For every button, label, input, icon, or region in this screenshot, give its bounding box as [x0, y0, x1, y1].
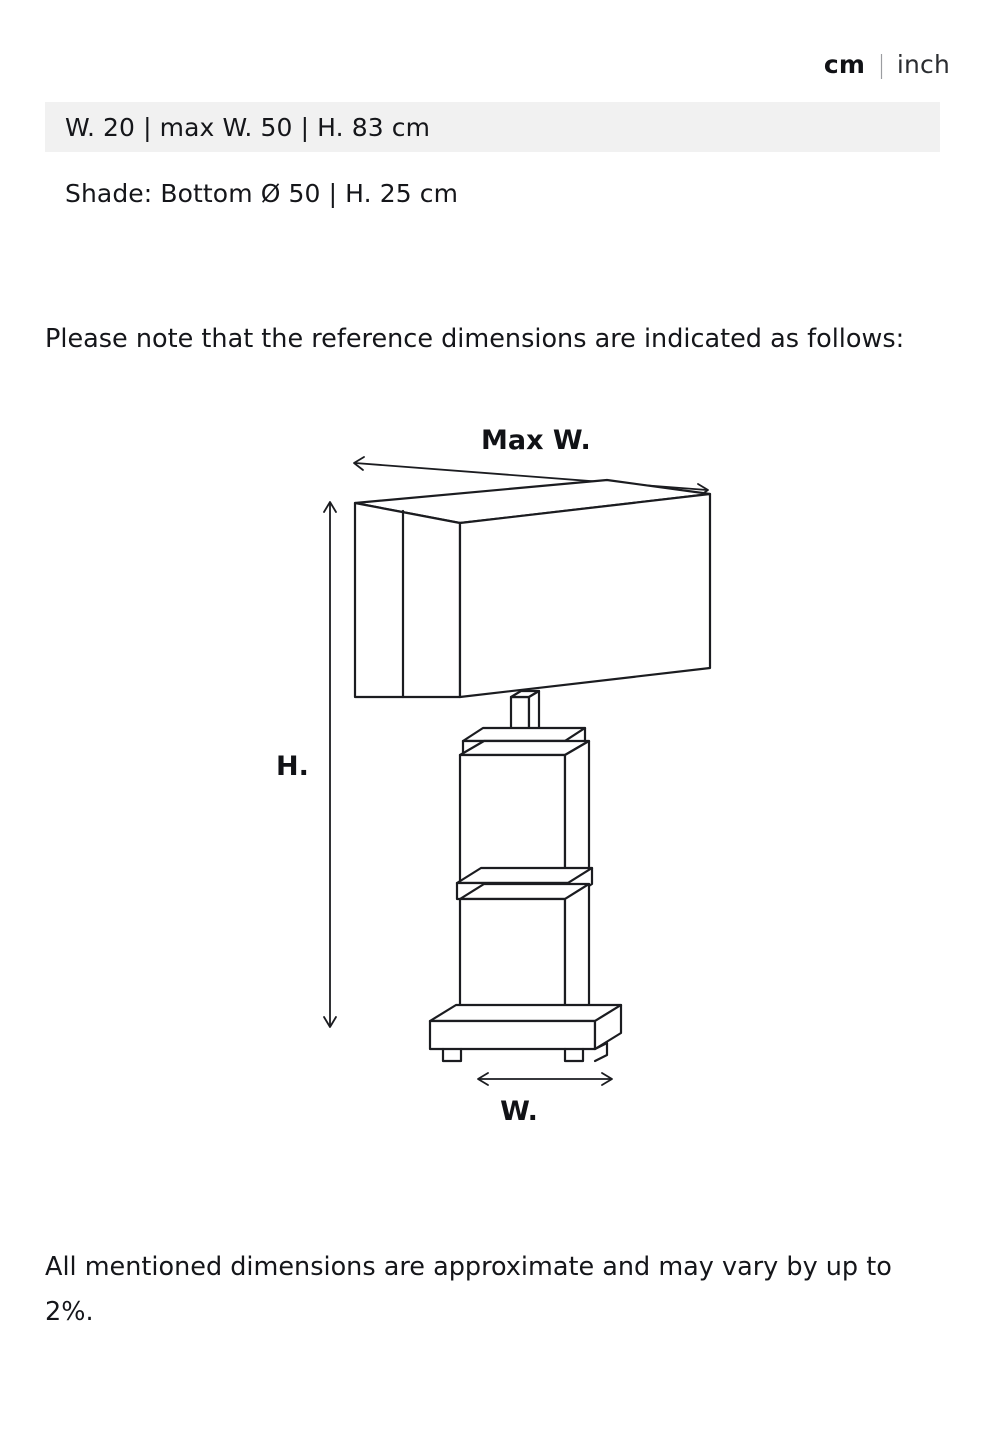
unit-option-cm[interactable]: cm — [823, 50, 866, 79]
dimension-row-shade — [45, 170, 940, 216]
label-max-width: Max W. — [481, 425, 591, 456]
dimension-row-main — [45, 102, 940, 152]
upper-body-block — [460, 741, 589, 883]
dimension-shade-text: Shade: Bottom Ø 50 | H. 25 cm — [65, 178, 459, 208]
width-arrow — [478, 1073, 612, 1085]
lamp-shade — [355, 480, 710, 697]
unit-option-inch[interactable]: inch — [896, 50, 950, 79]
lamp-base — [430, 1005, 621, 1061]
dimension-main-text: W. 20 | max W. 50 | H. 83 cm — [65, 112, 431, 142]
label-height: H. — [276, 751, 309, 782]
approximate-note: All mentioned dimensions are approximate and may vary by up to 2%. — [45, 1251, 892, 1327]
reference-note: Please note that the reference dimensions are indicated as follows: — [45, 323, 905, 354]
lamp-dimension-diagram — [255, 415, 755, 1155]
unit-toggle[interactable] — [824, 52, 950, 77]
label-width: W. — [500, 1096, 538, 1127]
lower-body-block — [460, 884, 589, 1021]
height-arrow — [324, 502, 336, 1027]
unit-separator: | — [877, 50, 886, 79]
